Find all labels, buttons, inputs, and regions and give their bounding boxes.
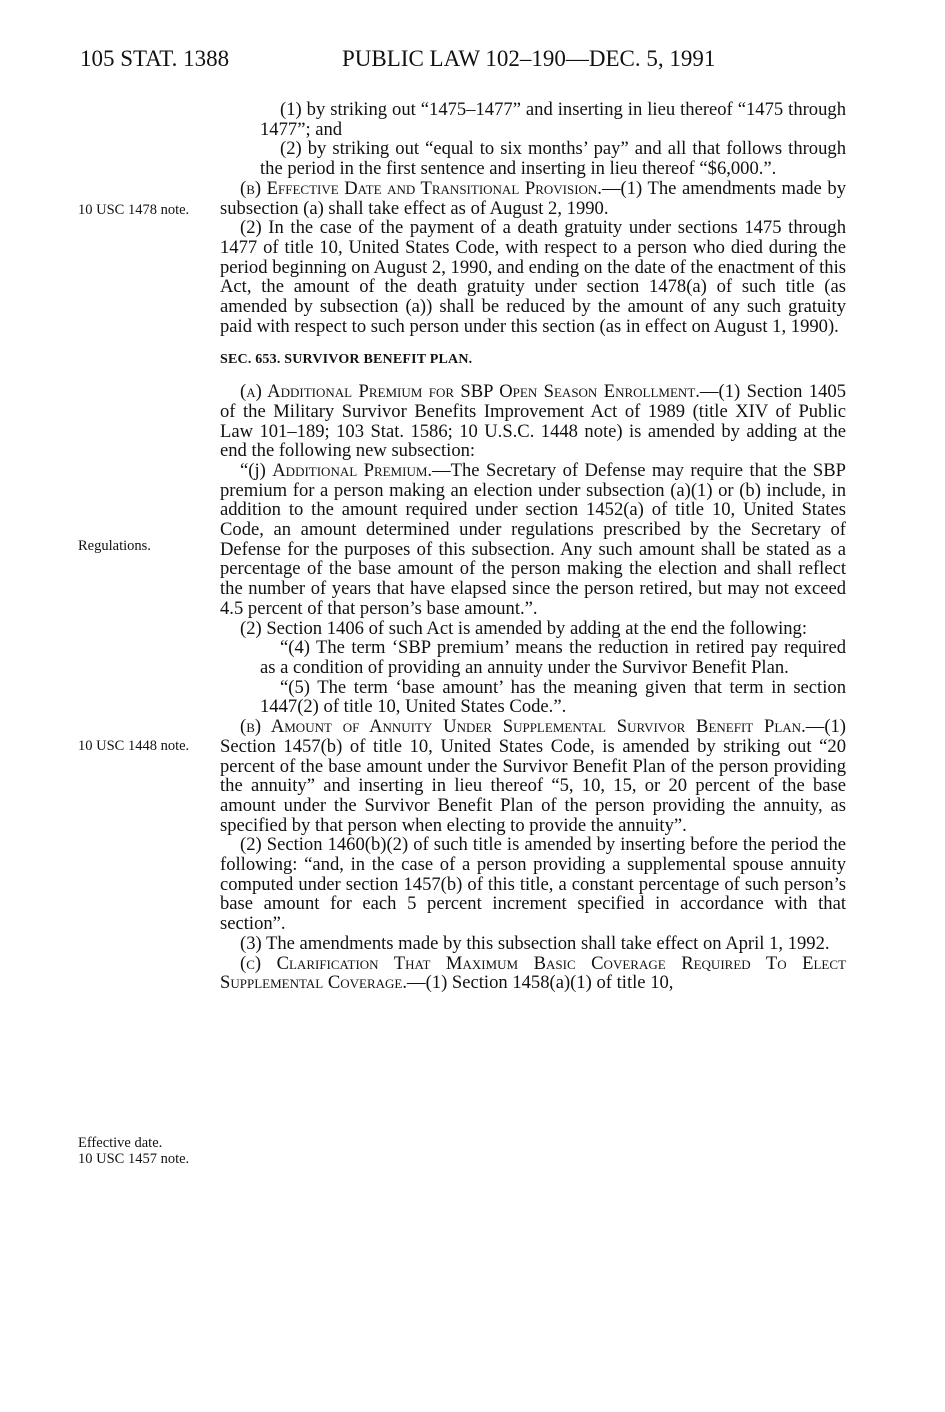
paragraph: “(4) The term ‘SBP premium’ means the reduction in retired pay required as a condition of providing an annuity under the Survivor Benefit Plan. xyxy=(260,637,846,678)
paragraph-lead: “(j) xyxy=(240,459,273,481)
paragraph: (3) The amendments made by this subsection shall take effect on April 1, 1992. xyxy=(240,932,830,954)
page-number: 105 STAT. 1388 xyxy=(80,46,230,71)
page-body xyxy=(220,100,846,993)
subsection-heading: Additional Premium. xyxy=(272,459,433,481)
margin-note-10-usc-1448: 10 USC 1448 note. xyxy=(78,738,190,754)
paragraph-text: —(1) The amendments made by subsection (a) shall take effect as of August 2, 1990. xyxy=(220,177,846,219)
margin-note-effective-date xyxy=(78,1135,208,1167)
running-title: PUBLIC LAW 102–190—DEC. 5, 1991 xyxy=(342,46,716,71)
subsection-heading: (c) Clarification That Maximum Basic Coverage Required To Elect Supplemental Coverage. xyxy=(220,952,846,994)
paragraph: (2) In the case of the payment of a death gratuity under sections 1475 through 1477 of title 10, United States Code, with respect to a person who died during the period beginning on August 2, 1990, and ending on the date of the enactment of this Act, the amount of the death gratuity under section 1478(a) of such title (as amended by subsection (a)) shall be reduced by the amount of any such gratuity paid with respect to such person under this section (as in effect on August 1, 1990). xyxy=(220,217,846,337)
margin-note-10-usc-1457: 10 USC 1457 note. xyxy=(78,1151,190,1167)
section-heading: SEC. 653. SURVIVOR BENEFIT PLAN. xyxy=(220,352,473,368)
subsection-heading: (b) Effective Date and Transitional Provision. xyxy=(240,177,602,199)
paragraph-subsection-j xyxy=(220,461,846,619)
paragraph: (2) Section 1460(b)(2) of such title is amended by inserting before the period the following: “and, in the case of a person providing a supplemental spouse annuity computed under section 1457(b) of this title, a constant percentage of such person’s base amount for each 5 percent increment specified in accordance with that section”. xyxy=(220,834,846,935)
paragraph-clarification xyxy=(220,954,846,993)
margin-note-regulations: Regulations. xyxy=(78,538,151,554)
paragraph-text: —(1) Section 1457(b) of title 10, United States Code, is amended by striking out “20 percent of the base amount under the Survivor Benefit Plan of the person providing the annuity” and inserting in lieu thereof “5, 10, 15, or 20 percent of the base amount under the Survivor Benefit Plan of the person providing the annuity, as specified by that person when electing to provide the annuity”. xyxy=(220,716,846,836)
paragraph-text: —(1) Section 1458(a)(1) of title 10, xyxy=(407,972,674,994)
subsection-heading: (b) Amount of Annuity Under Supplemental Survivor Benefit Plan. xyxy=(240,716,806,738)
paragraph-text: —The Secretary of Defense may require that the SBP premium for a person making an election under subsection (a)(1) or (b) include, in addition to the amount required under section 1452(a) of title 10, United States Code, an amount determined under regulations prescribed by the Secretary of Defense for the purposes of this subsection. Any such amount shall be stated as a percentage of the base amount of the person making the election and shall reflect the number of years that have elapsed since the person retired, but may not exceed 4.5 percent of that person’s base amount.”. xyxy=(220,459,847,619)
subsection-heading: (a) Additional Premium for SBP Open Season Enrollment. xyxy=(240,381,700,403)
paragraph: (2) by striking out “equal to six months’ pay” and all that follows through the period in the first sentence and inserting in lieu thereof “$6,000.”. xyxy=(260,138,846,180)
margin-note-10-usc-1478: 10 USC 1478 note. xyxy=(78,202,190,218)
paragraph: (2) Section 1406 of such Act is amended by adding at the end the following: xyxy=(240,617,807,639)
page-header xyxy=(80,46,860,76)
paragraph-amount-of-annuity xyxy=(220,717,846,835)
paragraph-effective-date xyxy=(220,179,846,218)
paragraph: (1) by striking out “1475–1477” and inserting in lieu thereof “1475 through 1477”; and xyxy=(260,99,846,140)
margin-note-effective-date-label: Effective date. xyxy=(78,1135,163,1151)
paragraph: “(5) The term ‘base amount’ has the meaning given that term in section 1447(2) of title 10, United States Code.”. xyxy=(260,676,846,718)
paragraph-text: —(1) Section 1405 of the Military Survivor Benefits Improvement Act of 1989 (title XIV of Public Law 101–189; 103 Stat. 1586; 10 U.S.C. 1448 note) is amended by adding at the end the following new subsection: xyxy=(220,381,847,462)
paragraph-additional-premium xyxy=(220,382,846,461)
